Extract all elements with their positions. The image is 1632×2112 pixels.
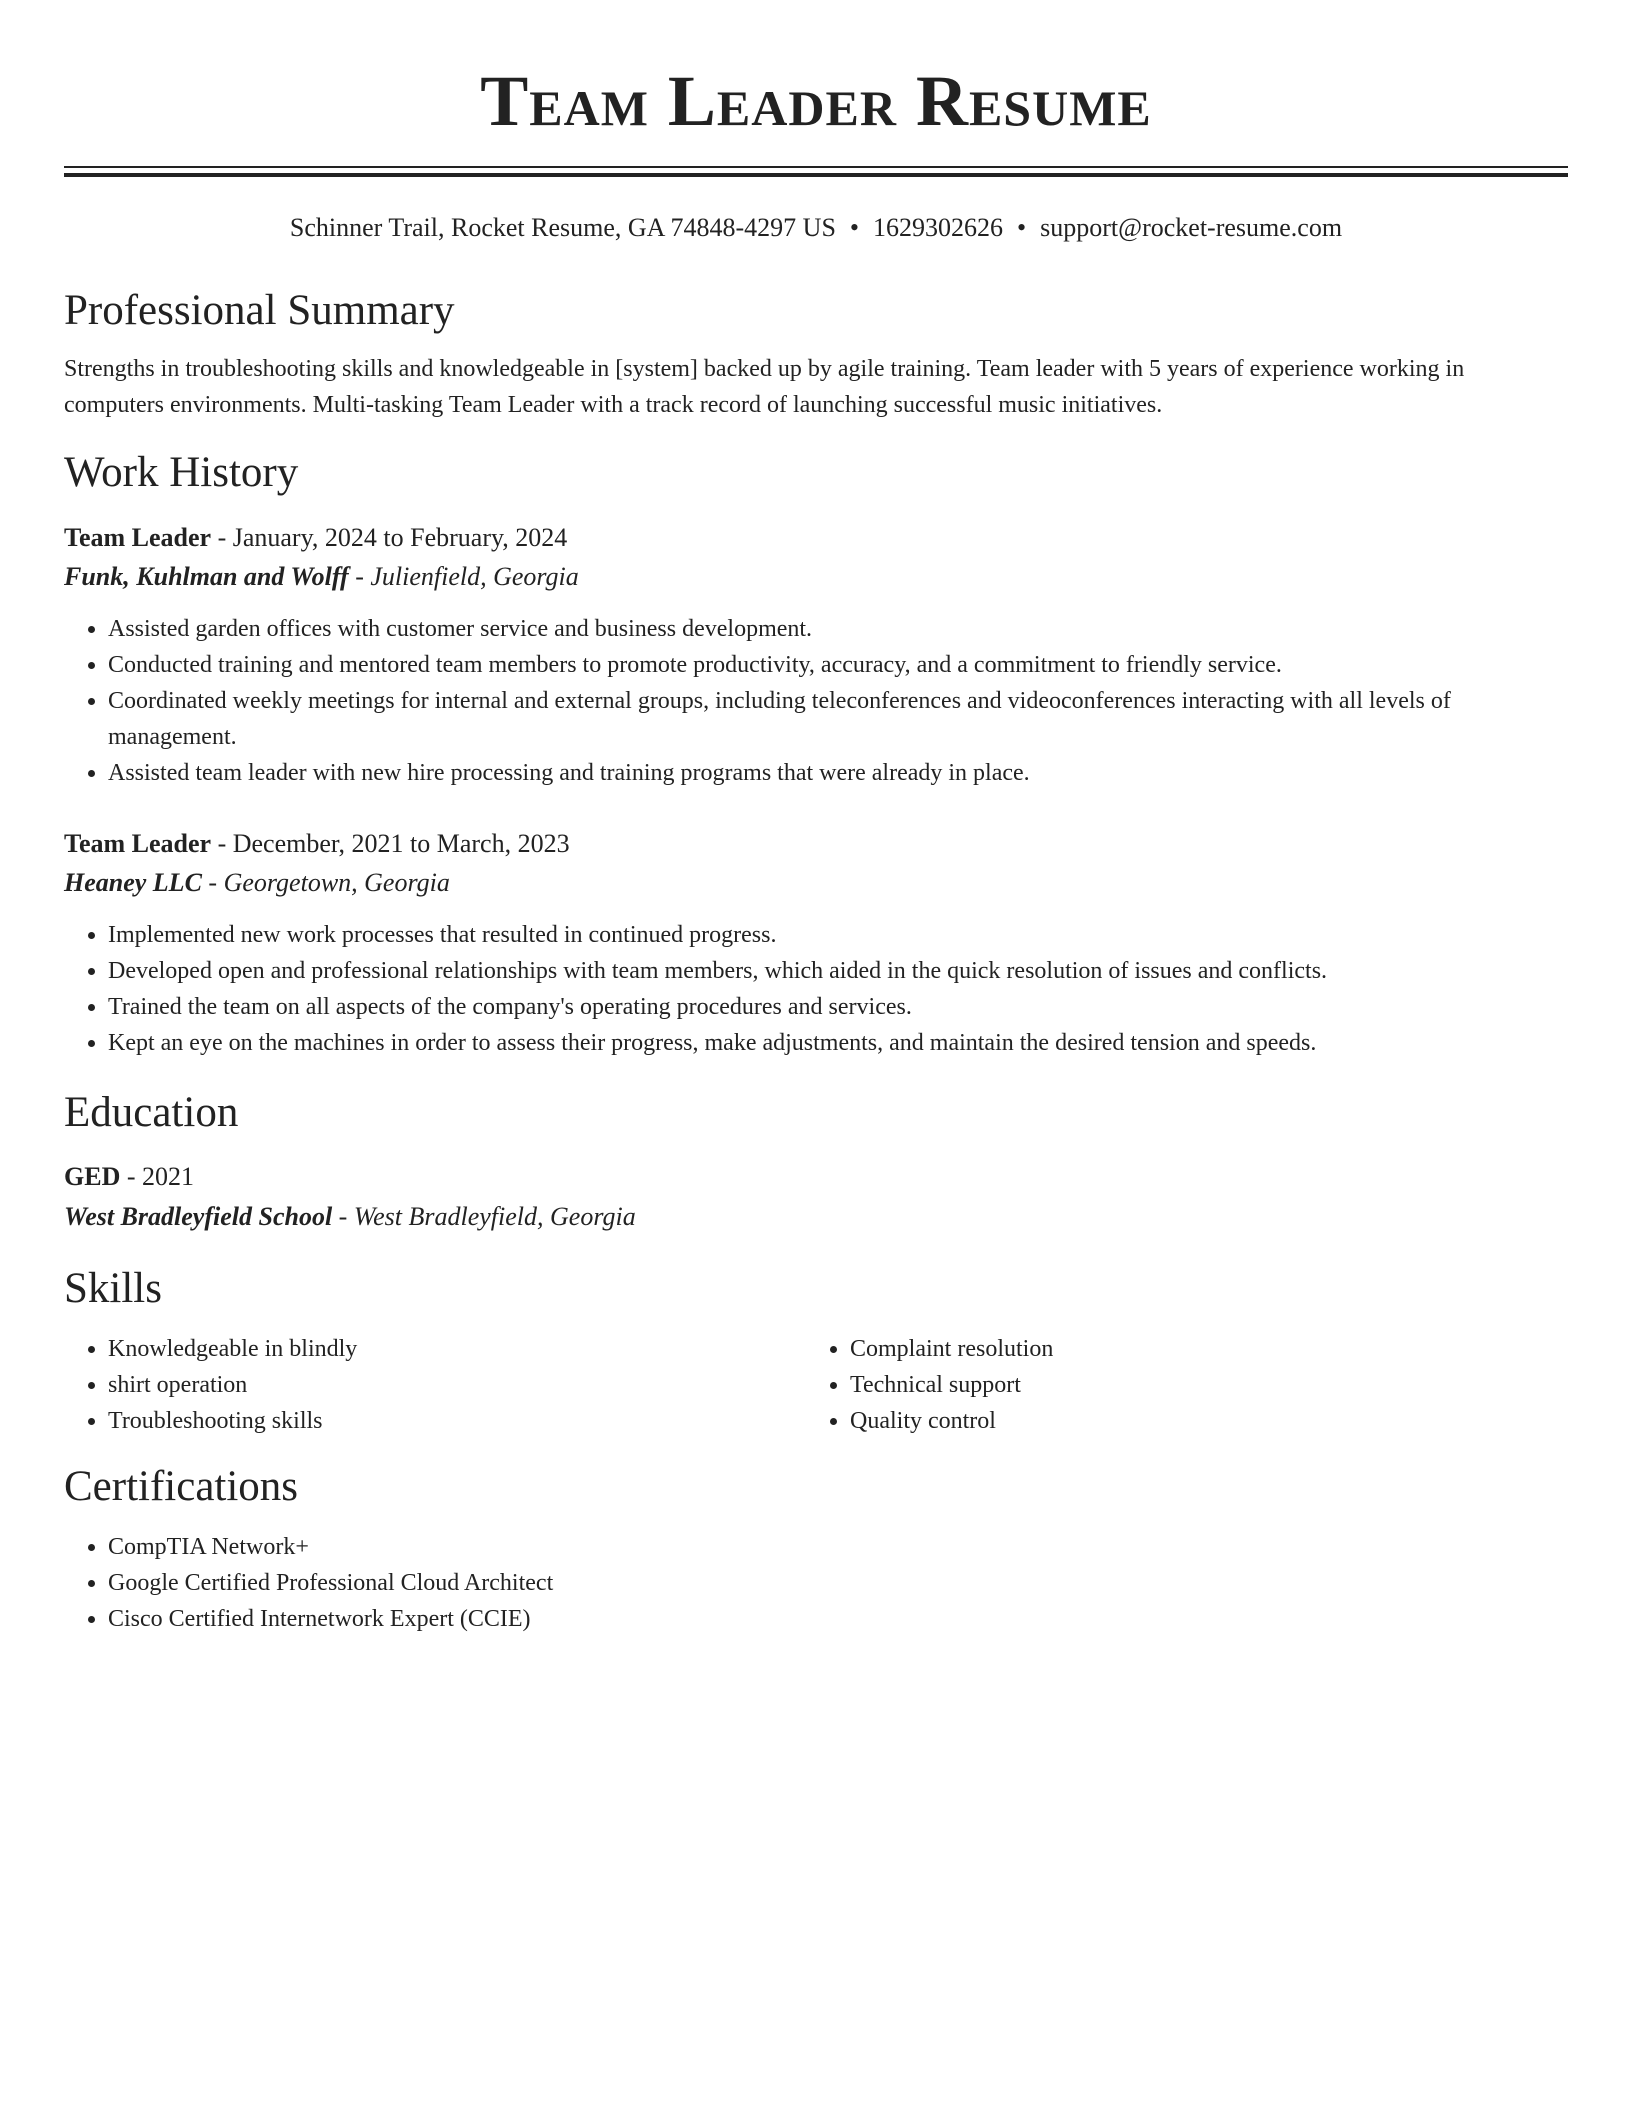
job-bullet: • Implemented new work processes that resulted in continued progress. <box>108 917 1568 953</box>
section-heading-work: Work History <box>64 449 299 496</box>
skill-item: • Troubleshooting skills <box>108 1403 806 1439</box>
job-dates: - December, 2021 to March, 2023 <box>211 829 570 858</box>
section-heading-education: Education <box>64 1089 239 1136</box>
contact-phone: 1629302626 <box>873 213 1004 242</box>
education-degree: GED <box>64 1162 121 1191</box>
certifications-list <box>64 1529 1568 1637</box>
skill-item: • Complaint resolution <box>850 1331 1548 1367</box>
job-bullet: • Assisted garden offices with customer service and business development. <box>108 611 1568 647</box>
job-bullets <box>64 611 1568 791</box>
certification-item: • Cisco Certified Internetwork Expert (CCIE) <box>108 1601 1568 1637</box>
skills-column-right <box>806 1331 1548 1439</box>
company-location: - Georgetown, Georgia <box>201 868 450 897</box>
education-year: - 2021 <box>120 1162 195 1191</box>
skills-list <box>64 1331 806 1439</box>
skills-columns <box>64 1331 1568 1439</box>
job-dates: - January, 2024 to February, 2024 <box>211 523 568 552</box>
section-heading-skills: Skills <box>64 1265 162 1312</box>
contact-email: support@rocket-resume.com <box>1040 213 1343 242</box>
job-entry <box>64 825 1568 1061</box>
skill-item: • shirt operation <box>108 1367 806 1403</box>
contact-address: Schinner Trail, Rocket Resume, GA 74848-4297 US <box>289 213 836 242</box>
education-degree-line <box>64 1157 1568 1197</box>
job-bullet: • Trained the team on all aspects of the company's operating procedures and services. <box>108 989 1568 1025</box>
company-name: Funk, Kuhlman and Wolff <box>64 562 349 591</box>
contact-line <box>64 213 1568 243</box>
skills-list <box>806 1331 1548 1439</box>
company-line <box>64 863 1568 903</box>
education-location: - West Bradleyfield, Georgia <box>332 1202 636 1231</box>
job-bullet: • Kept an eye on the machines in order to assess their progress, make adjustments, and maintain the desired tension and speeds. <box>108 1025 1568 1061</box>
contact-separator: • <box>1017 213 1027 242</box>
certification-item: • CompTIA Network+ <box>108 1529 1568 1565</box>
summary-text: Strengths in troubleshooting skills and knowledgeable in [system] backed up by agile training. Team leader with 5 years of experience working in computers environments. Multi-tasking Team Leader with a track record of launching successful music initiatives. <box>64 356 1465 418</box>
job-title-line <box>64 825 1568 863</box>
skills-column-left <box>64 1331 806 1439</box>
contact-separator: • <box>849 213 860 242</box>
job-entry <box>64 519 1568 791</box>
skill-item: • Technical support <box>850 1367 1548 1403</box>
job-bullet: • Coordinated weekly meetings for internal and external groups, including teleconferences and videoconferences interacting with all levels of management. <box>108 683 1568 755</box>
job-bullet: • Developed open and professional relationships with team members, which aided in the quick resolution of issues and conflicts. <box>108 953 1568 989</box>
skill-item: • Quality control <box>850 1403 1548 1439</box>
title-divider <box>64 166 1568 177</box>
company-location: - Julienfield, Georgia <box>348 562 579 591</box>
skill-item: • Knowledgeable in blindly <box>108 1331 806 1367</box>
job-title: Team Leader <box>64 829 212 858</box>
job-title: Team Leader <box>64 523 212 552</box>
section-heading-summary: Professional Summary <box>64 287 455 334</box>
certification-item: • Google Certified Professional Cloud Architect <box>108 1565 1568 1601</box>
section-heading-certifications: Certifications <box>64 1463 299 1510</box>
job-bullets <box>64 917 1568 1061</box>
resume-title: Team Leader Resume <box>480 61 1152 141</box>
education-school-line <box>64 1197 1568 1237</box>
job-bullet: • Conducted training and mentored team members to promote productivity, accuracy, and a commitment to friendly service. <box>108 647 1568 683</box>
company-line <box>64 557 1568 597</box>
job-title-line <box>64 519 1568 557</box>
job-bullet: • Assisted team leader with new hire processing and training programs that were already in place. <box>108 755 1568 791</box>
resume-page <box>64 0 1568 1637</box>
company-name: Heaney LLC <box>64 868 202 897</box>
education-school: West Bradleyfield School <box>64 1202 333 1231</box>
